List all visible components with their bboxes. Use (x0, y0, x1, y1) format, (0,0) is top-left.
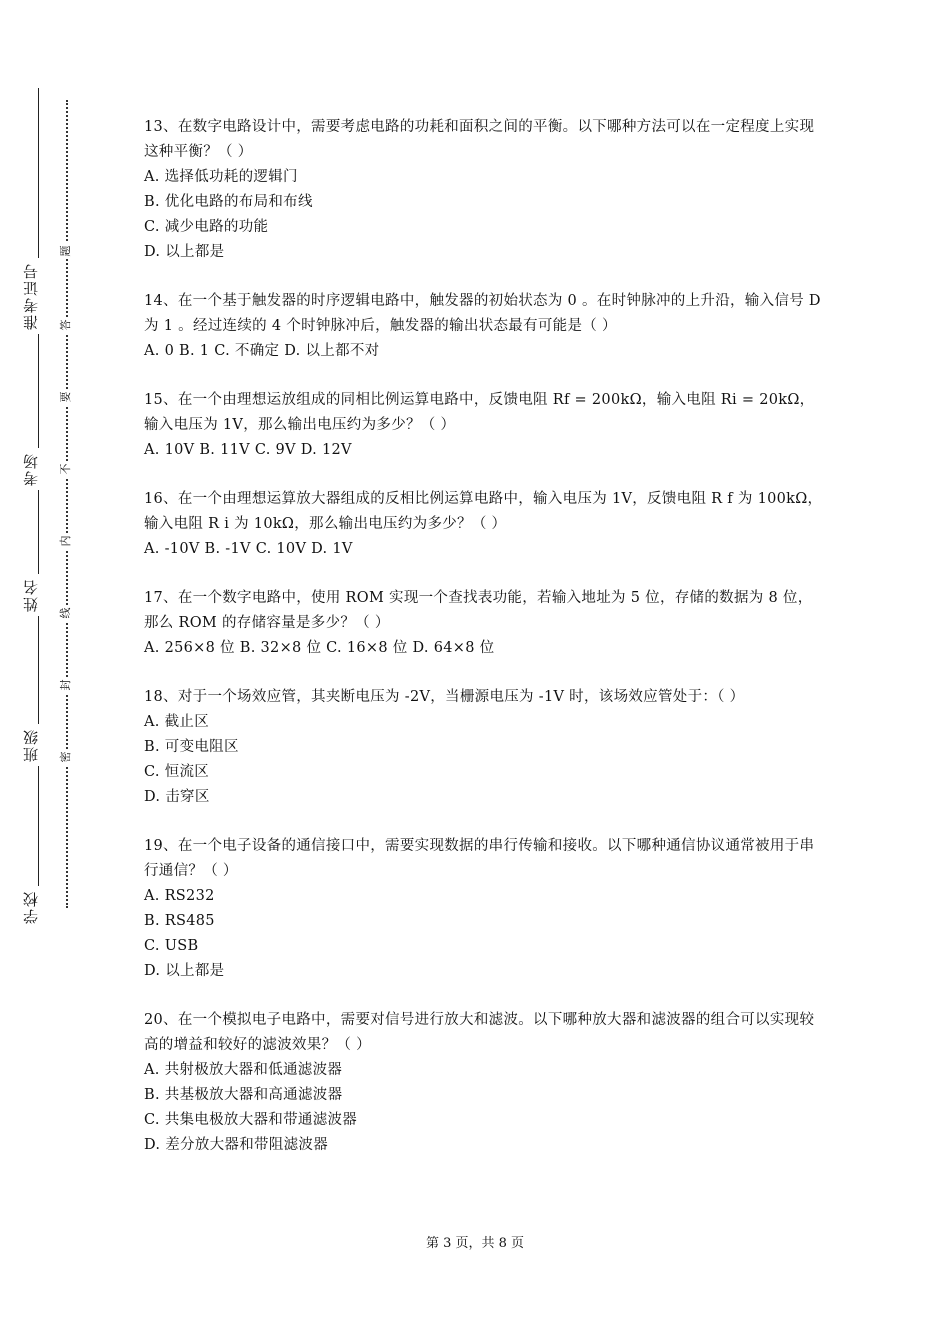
seal-char: 密 (59, 749, 73, 765)
option-b: B. 共基极放大器和高通滤波器 (144, 1087, 343, 1103)
seal-dotted-line (66, 100, 68, 908)
question-stem: 17、在一个数字电路中，使用 ROM 实现一个查找表功能，若输入地址为 5 位，存储的数据为 8 位，那么 ROM 的存储容量是多少？（ ） (144, 590, 813, 631)
option-b: B. 可变电阻区 (144, 739, 239, 755)
field-exam-number: 准考证号 (22, 258, 40, 334)
question-stem: 13、在数字电路设计中，需要考虑电路的功耗和面积之间的平衡。以下哪种方法可以在一定程度上实现这种平衡？（ ） (144, 119, 815, 160)
seal-char: 线 (59, 605, 73, 621)
field-class: 班级 (22, 724, 40, 766)
binding-margin (0, 0, 100, 1344)
option-d: D. 击穿区 (144, 789, 210, 805)
question-20 (144, 1008, 824, 1158)
options-inline: A. 10V B. 11V C. 9V D. 12V (144, 442, 352, 458)
question-17 (144, 586, 824, 661)
option-c: C. USB (144, 938, 199, 954)
option-a: A. RS232 (144, 888, 215, 904)
option-d: D. 以上都是 (144, 963, 225, 979)
option-a: A. 选择低功耗的逻辑门 (144, 169, 298, 185)
seal-char: 内 (59, 533, 73, 549)
field-exam-room: 考场 (22, 448, 40, 490)
question-14 (144, 289, 824, 364)
option-c: C. 恒流区 (144, 764, 210, 780)
option-b: B. 优化电路的布局和布线 (144, 194, 313, 210)
option-a: A. 截止区 (144, 714, 209, 730)
question-stem: 14、在一个基于触发器的时序逻辑电路中，触发器的初始状态为 0 。在时钟脉冲的上升沿，输入信号 D 为 1 。经过连续的 4 个时钟脉冲后，触发器的输出状态最有可能是（ ） (144, 293, 821, 334)
question-stem: 15、在一个由理想运放组成的同相比例运算电路中，反馈电阻 Rf = 200kΩ，输入电阻 Ri = 20kΩ，输入电压为 1V，那么输出电压约为多少？（ ） (144, 392, 815, 433)
page-footer: 第 3 页，共 8 页 (425, 1236, 525, 1251)
question-19 (144, 834, 824, 984)
question-stem: 19、在一个电子设备的通信接口中，需要实现数据的串行传输和接收。以下哪种通信协议通常被用于串行通信？（ ） (144, 838, 815, 879)
seal-char: 不 (59, 461, 73, 477)
seal-char: 题 (59, 243, 73, 259)
options-inline: A. 0 B. 1 C. 不确定 D. 以上都不对 (144, 343, 380, 359)
field-school: 学校 (22, 886, 40, 928)
option-c: C. 共集电极放大器和带通滤波器 (144, 1112, 358, 1128)
seal-char: 答 (59, 317, 73, 333)
option-d: D. 以上都是 (144, 244, 225, 260)
option-c: C. 减少电路的功能 (144, 219, 269, 235)
question-13 (144, 115, 824, 265)
option-b: B. RS485 (144, 913, 215, 929)
question-18 (144, 685, 824, 810)
seal-char: 要 (59, 389, 73, 405)
seal-char: 封 (59, 677, 73, 693)
question-stem: 16、在一个由理想运算放大器组成的反相比例运算电路中，输入电压为 1V，反馈电阻 R f 为 100kΩ，输入电阻 R i 为 10kΩ，那么输出电压约为多少？（ ） (144, 491, 823, 532)
question-list (144, 115, 824, 1182)
question-15 (144, 388, 824, 463)
question-16 (144, 487, 824, 562)
option-a: A. 共射极放大器和低通滤波器 (144, 1062, 343, 1078)
binding-solid-line (38, 88, 39, 928)
question-stem: 20、在一个模拟电子电路中，需要对信号进行放大和滤波。以下哪种放大器和滤波器的组合可以实现较高的增益和较好的滤波效果？（ ） (144, 1012, 815, 1053)
options-inline: A. -10V B. -1V C. 10V D. 1V (144, 541, 353, 557)
field-name: 姓名 (22, 574, 40, 616)
options-inline: A. 256×8 位 B. 32×8 位 C. 16×8 位 D. 64×8 位 (144, 640, 495, 656)
option-d: D. 差分放大器和带阻滤波器 (144, 1137, 329, 1153)
question-stem: 18、对于一个场效应管，其夹断电压为 -2V，当栅源电压为 -1V 时，该场效应管处于：（ ） (144, 689, 745, 705)
